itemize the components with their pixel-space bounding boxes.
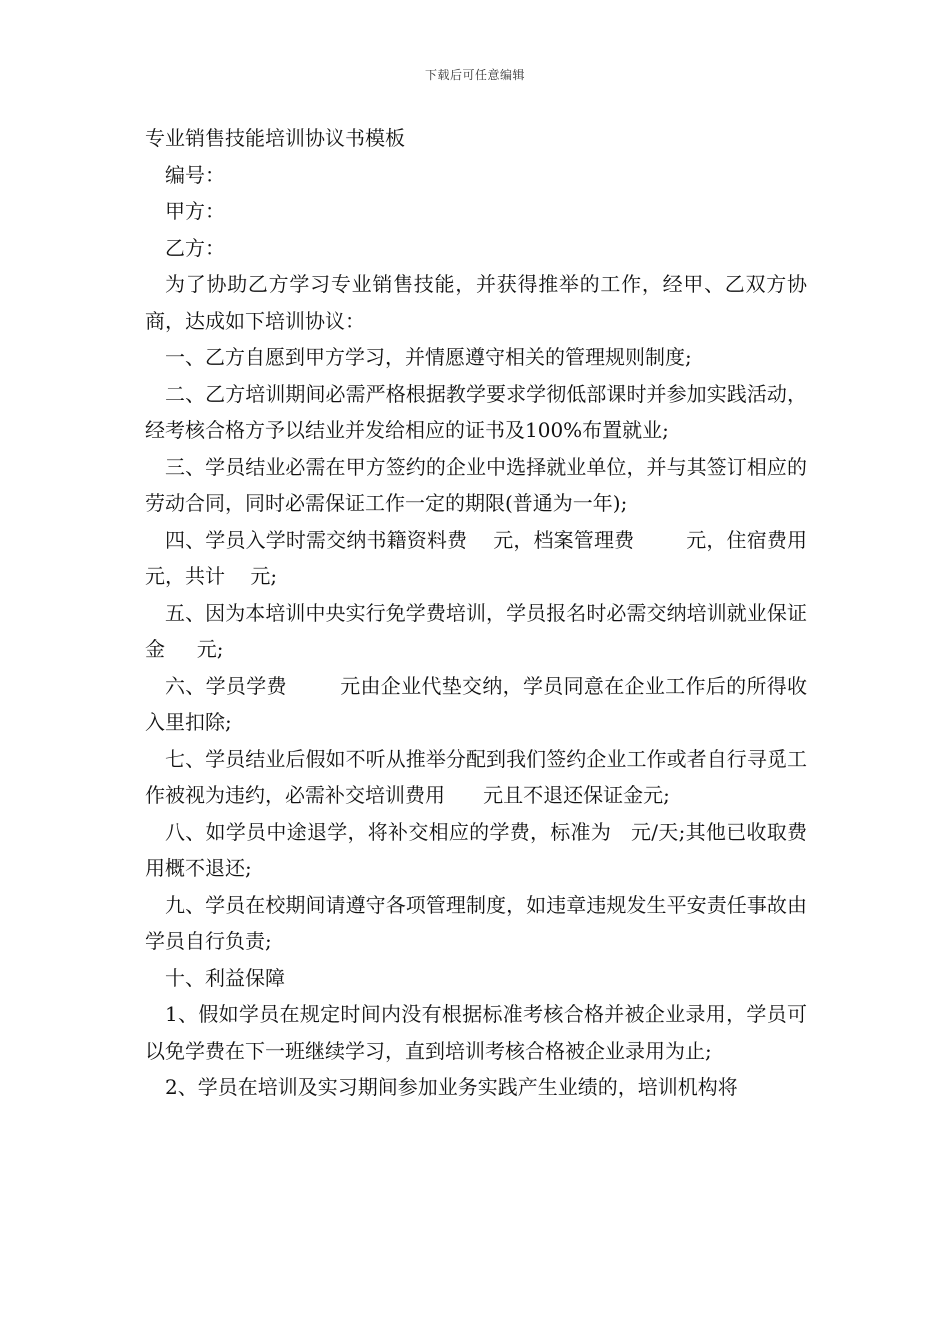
clause-10-heading: 十、利益保障 [165,965,285,990]
party-b-label: 乙方： [165,235,225,260]
clause-9: 九、学员在校期间请遵守各项管理制度，如违章违规发生平安责任事故由学员自行负责; [145,892,807,953]
clause-3: 三、学员结业必需在甲方签约的企业中选择就业单位，并与其签订相应的劳动合同，同时必需保证工作一定的期限(普通为一年); [145,454,807,515]
sub-clause-2: 2、学员在培训及实习期间参加业务实践产生业绩的，培训机构将 [165,1075,738,1099]
header-note: 下载后可任意编辑 [424,68,525,82]
clause-1: 一、乙方自愿到甲方学习，并情愿遵守相关的管理规则制度; [165,345,692,369]
sub-clause-1: 1、假如学员在规定时间内没有根据标准考核合格并被企业录用，学员可以免学费在下一班继续学习，直到培训考核合格被企业录用为止; [145,1002,807,1063]
clause-7: 七、学员结业后假如不听从推举分配到我们签约企业工作或者自行寻觅工作被视为违约，必需补交培训费用 元且不退还保证金元; [145,746,807,807]
document-body [145,120,833,1106]
intro-paragraph: 为了协助乙方学习专业销售技能，并获得推举的工作，经甲、乙双方协商，达成如下培训协议： [145,272,807,333]
party-a-label: 甲方： [165,199,225,223]
clause-2: 二、乙方培训期间必需严格根据教学要求学彻低部课时并参加实践活动，经考核合格方予以结业并发给相应的证书及100%布置就业; [145,381,807,442]
number-field-label: 编号： [165,162,225,187]
document-title: 专业销售技能培训协议书模板 [145,126,405,150]
clause-8: 八、如学员中途退学，将补交相应的学费，标准为 元/天;其他已收取费用概不退还; [145,819,807,880]
clause-5: 五、因为本培训中央实行免学费培训，学员报名时必需交纳培训就业保证金 元; [145,600,807,661]
clause-4: 四、学员入学时需交纳书籍资料费 元，档案管理费 元，住宿费用 元，共计 元; [145,527,833,588]
clause-6: 六、学员学费 元由企业代垫交纳，学员同意在企业工作后的所得收入里扣除; [145,673,807,734]
